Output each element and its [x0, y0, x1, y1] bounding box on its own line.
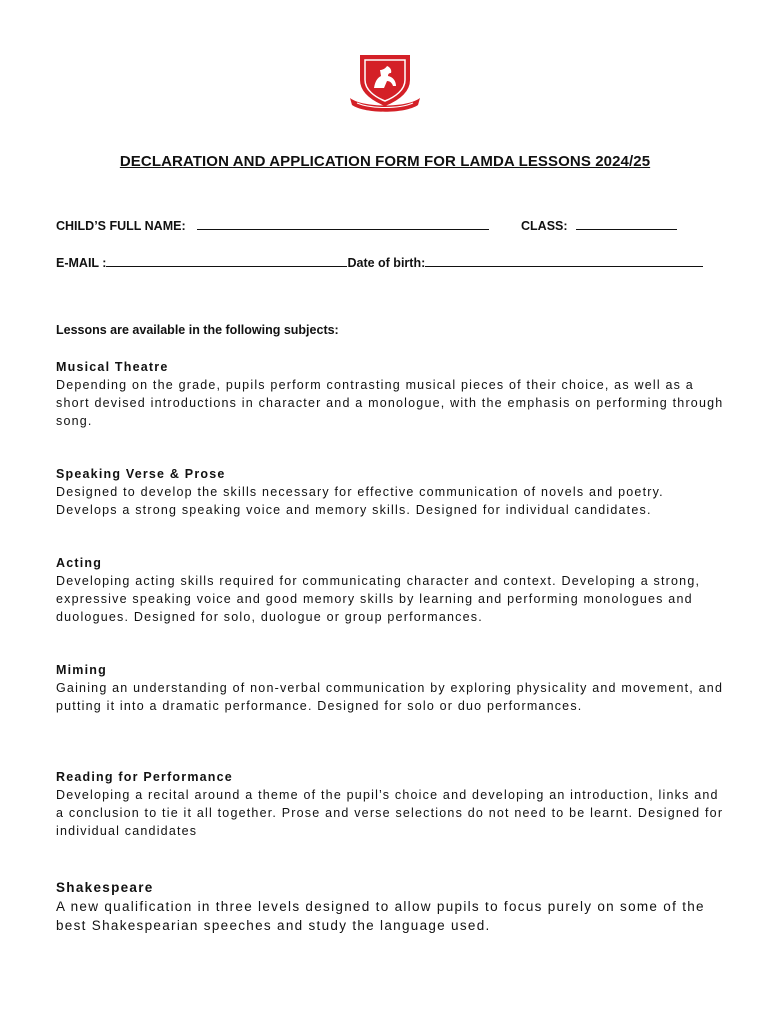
email-label: E-MAIL : [56, 256, 107, 270]
subject-title: Miming [56, 663, 107, 677]
subject-title: Acting [56, 556, 103, 570]
subject-description: Developing a recital around a theme of the pupil’s choice and developing an introduction, links and a conclusion to tie it all together. Prose and verse selections do not need to be learnt. Designed for individual candidates [56, 788, 724, 838]
child-name-field[interactable] [56, 217, 489, 233]
class-label: CLASS: [521, 219, 568, 233]
subject-shakespeare [56, 878, 726, 935]
subject-title: Shakespeare [56, 880, 154, 895]
subject-description: Designed to develop the skills necessary for effective communication of novels and poetry. Develops a strong speaking voice and memory skills. Designed for individual candidates. [56, 485, 664, 517]
subject-description: Depending on the grade, pupils perform contrasting musical pieces of their choice, as well as a short devised introductions in character and a monologue, with the emphasis on performing through song. [56, 378, 724, 428]
dob-label: Date of birth: [347, 256, 426, 270]
subject-title: Musical Theatre [56, 360, 169, 374]
class-field[interactable] [521, 217, 677, 233]
subject-title: Speaking Verse & Prose [56, 467, 226, 481]
class-input-line[interactable] [576, 217, 677, 230]
subject-description: A new qualification in three levels designed to allow pupils to focus purely on some of the best Shakespearian speeches and study the language used. [56, 899, 705, 933]
school-crest-icon [347, 52, 423, 114]
subject-acting [56, 554, 726, 626]
child-name-input-line[interactable] [197, 217, 489, 230]
email-field[interactable] [56, 254, 703, 270]
subject-description: Developing acting skills required for communicating character and context. Developing a strong, expressive speaking voice and good memory skills by learning and performing monologues and duologues. Designed for solo, duologue or group performances. [56, 574, 701, 624]
subject-reading-for-performance [56, 768, 726, 840]
email-input-line[interactable] [106, 254, 347, 267]
subject-miming [56, 661, 726, 715]
dob-input-line[interactable] [425, 254, 703, 267]
subjects-intro: Lessons are available in the following subjects: [56, 323, 339, 337]
subject-description: Gaining an understanding of non-verbal communication by exploring physicality and movement, and putting it into a dramatic performance. Designed for solo or duo performances. [56, 681, 724, 713]
subject-speaking-verse-prose [56, 465, 726, 519]
child-name-label: CHILD’S FULL NAME: [56, 219, 186, 233]
subject-title: Reading for Performance [56, 770, 233, 784]
subject-musical-theatre [56, 358, 726, 430]
page-title: DECLARATION AND APPLICATION FORM FOR LAMDA LESSONS 2024/25 [119, 153, 651, 170]
